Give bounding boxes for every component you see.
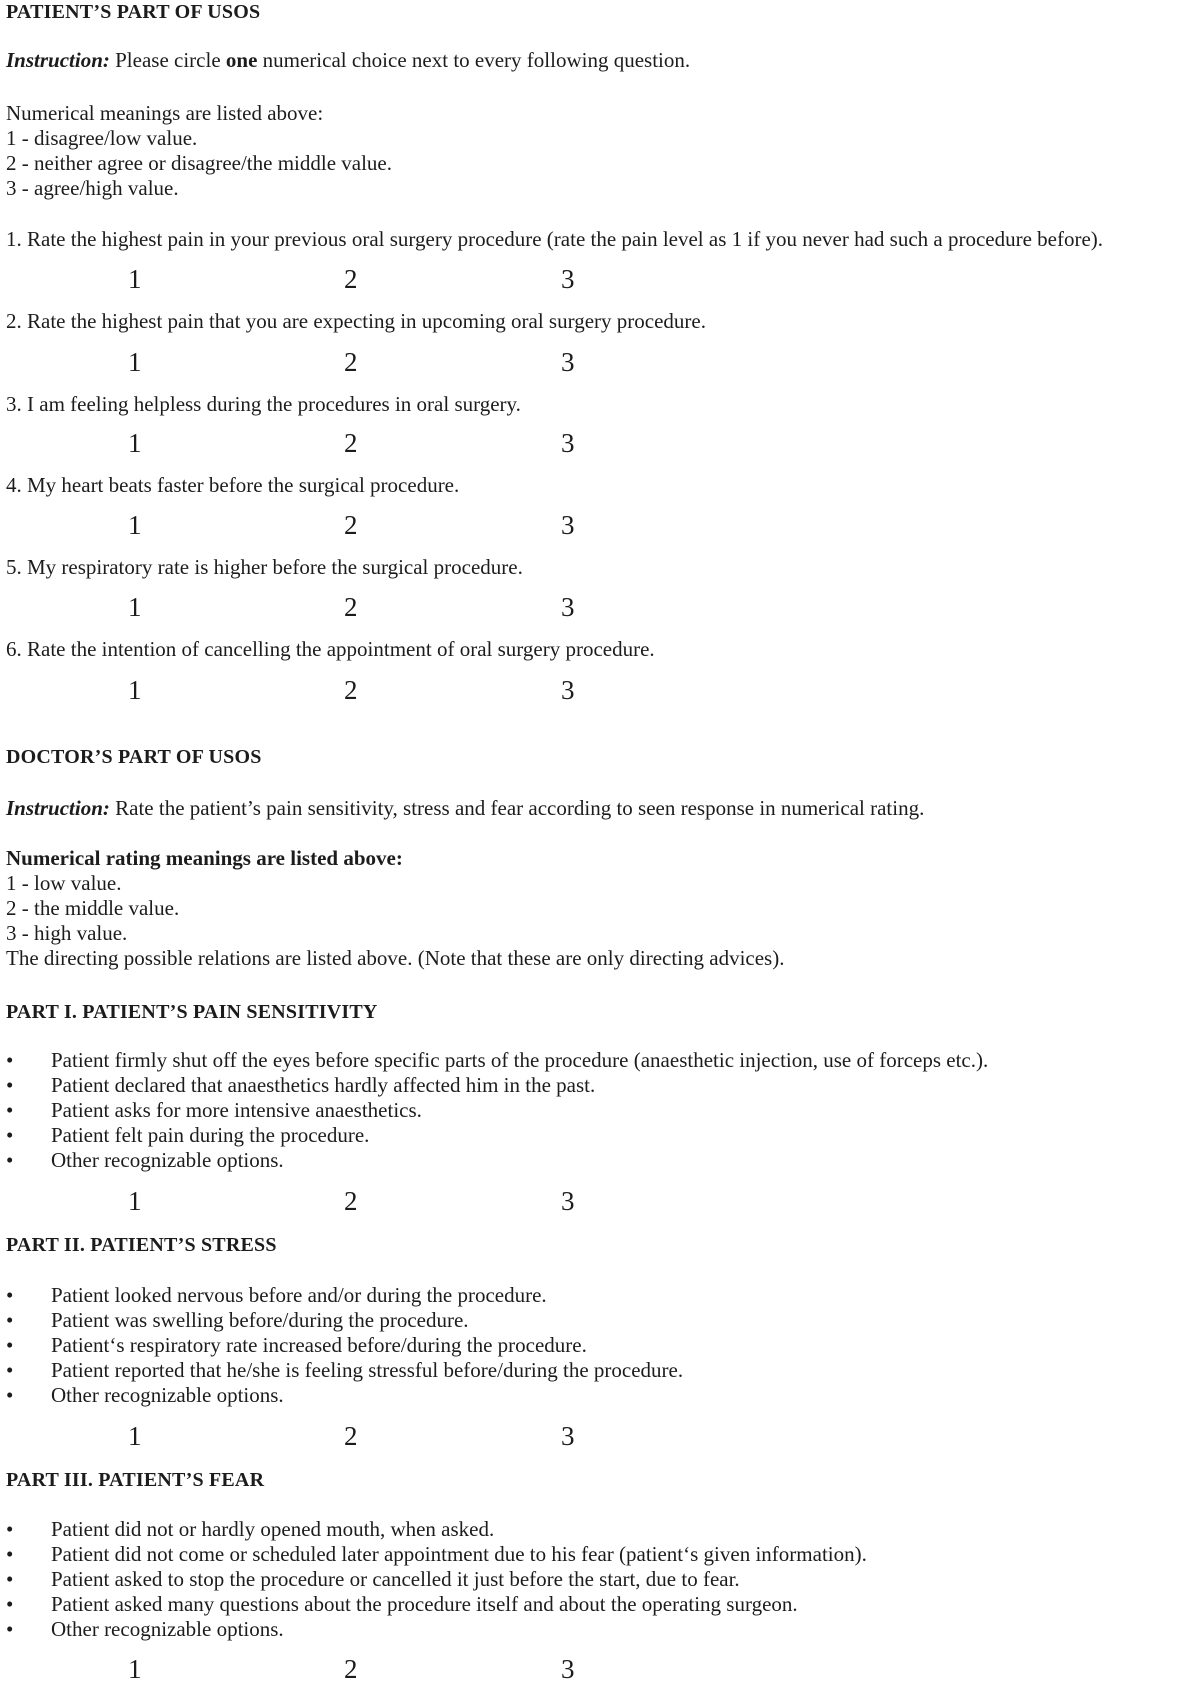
list-item-text: Patient firmly shut off the eyes before specific parts of the procedure (anaesthetic injection, use of forceps etc.).: [51, 1048, 989, 1072]
question-3-option-1[interactable]: 1: [128, 428, 142, 458]
question-3-option-2[interactable]: 2: [344, 428, 358, 458]
patient-instruction-label: Instruction:: [6, 48, 110, 72]
bullet: •: [6, 1308, 14, 1332]
list-item-text: Patient felt pain during the procedure.: [51, 1123, 370, 1147]
list-item-text: Patient asks for more intensive anaesthetics.: [51, 1098, 422, 1122]
question-4-option-3[interactable]: 3: [561, 510, 575, 540]
bullet: •: [6, 1073, 14, 1097]
doctor-meanings-heading: Numerical rating meanings are listed above:: [6, 846, 403, 870]
list-item-text: Patient looked nervous before and/or during the procedure.: [51, 1283, 547, 1307]
bullet: •: [6, 1383, 14, 1407]
question-3-scale: [6, 428, 706, 458]
part-2-scale: [6, 1421, 706, 1451]
bullet: •: [6, 1358, 14, 1382]
question-6-option-2[interactable]: 2: [344, 675, 358, 705]
part-1-option-1[interactable]: 1: [128, 1186, 142, 1216]
question-2-option-1[interactable]: 1: [128, 347, 142, 377]
bullet: •: [6, 1098, 14, 1122]
question-5: 5. My respiratory rate is higher before the surgical procedure.: [6, 555, 523, 579]
bullet: •: [6, 1592, 14, 1616]
part-3-scale: [6, 1654, 706, 1684]
list-item-text: Patient asked to stop the procedure or cancelled it just before the start, due to fear.: [51, 1567, 740, 1591]
part-1-option-2[interactable]: 2: [344, 1186, 358, 1216]
patient-meaning-1: 1 - disagree/low value.: [6, 126, 198, 150]
patient-meanings: [6, 101, 392, 201]
question-4-option-2[interactable]: 2: [344, 510, 358, 540]
list-item-text: Patient reported that he/she is feeling stressful before/during the procedure.: [51, 1358, 684, 1382]
list-item-text: Patient was swelling before/during the procedure.: [51, 1308, 469, 1332]
bullet: •: [6, 1283, 14, 1307]
question-1: 1. Rate the highest pain in your previous oral surgery procedure (rate the pain level as 1 if you never had such a procedure before).: [6, 227, 1104, 251]
question-4: 4. My heart beats faster before the surgical procedure.: [6, 473, 460, 497]
doctor-note: The directing possible relations are listed above. (Note that these are only directing advices).: [6, 946, 785, 970]
list-item-text: Patient did not come or scheduled later appointment due to his fear (patient‘s given information).: [51, 1542, 867, 1566]
part-2-option-3[interactable]: 3: [561, 1421, 575, 1451]
doctor-meaning-1: 1 - low value.: [6, 871, 122, 895]
question-5-option-1[interactable]: 1: [128, 592, 142, 622]
part-2-option-2[interactable]: 2: [344, 1421, 358, 1451]
part-3-title: PART III. PATIENT’S FEAR: [6, 1469, 265, 1491]
question-6: 6. Rate the intention of cancelling the appointment of oral surgery procedure.: [6, 637, 655, 661]
part-2-option-1[interactable]: 1: [128, 1421, 142, 1451]
question-5-scale: [6, 592, 706, 622]
question-3-option-3[interactable]: 3: [561, 428, 575, 458]
list-item-text: Other recognizable options.: [51, 1148, 284, 1172]
bullet: •: [6, 1333, 14, 1357]
list-item-text: Patient did not or hardly opened mouth, when asked.: [51, 1517, 495, 1541]
part-3-option-1[interactable]: 1: [128, 1654, 142, 1684]
list-item-text: Patient asked many questions about the procedure itself and about the operating surgeon.: [51, 1592, 798, 1616]
list-item-text: Patient declared that anaesthetics hardly affected him in the past.: [51, 1073, 596, 1097]
doctor-instruction-text: Rate the patient’s pain sensitivity, stress and fear according to seen response in numerical rating.: [109, 796, 925, 820]
bullet: •: [6, 1148, 14, 1172]
patient-instruction: [6, 48, 690, 73]
list-item-text: Patient‘s respiratory rate increased before/during the procedure.: [51, 1333, 587, 1357]
part-2-title: PART II. PATIENT’S STRESS: [6, 1234, 277, 1256]
part-3-option-2[interactable]: 2: [344, 1654, 358, 1684]
part-1-option-3[interactable]: 3: [561, 1186, 575, 1216]
question-1-scale: [6, 264, 706, 294]
patient-part-title: PATIENT’S PART OF USOS: [6, 1, 261, 23]
question-2-option-2[interactable]: 2: [344, 347, 358, 377]
patient-meaning-2: 2 - neither agree or disagree/the middle value.: [6, 151, 392, 175]
question-5-option-2[interactable]: 2: [344, 592, 358, 622]
doctor-meaning-3: 3 - high value.: [6, 921, 128, 945]
doctor-instruction-label: Instruction:: [6, 796, 110, 820]
question-1-option-3[interactable]: 3: [561, 264, 575, 294]
patient-instruction-bold: one: [225, 48, 258, 72]
bullet: •: [6, 1048, 14, 1072]
patient-meaning-3: 3 - agree/high value.: [6, 176, 179, 200]
question-2-scale: [6, 347, 706, 377]
patient-instruction-post: numerical choice next to every following question.: [257, 48, 691, 72]
part-1-title: PART I. PATIENT’S PAIN SENSITIVITY: [6, 1001, 378, 1023]
question-6-scale: [6, 675, 706, 705]
patient-meanings-heading: Numerical meanings are listed above:: [6, 101, 324, 125]
doctor-meanings: [6, 846, 784, 971]
question-1-option-2[interactable]: 2: [344, 264, 358, 294]
bullet: •: [6, 1567, 14, 1591]
question-2-option-3[interactable]: 3: [561, 347, 575, 377]
list-item-text: Other recognizable options.: [51, 1617, 284, 1641]
question-6-option-3[interactable]: 3: [561, 675, 575, 705]
patient-instruction-pre: Please circle: [109, 48, 226, 72]
bullet: •: [6, 1517, 14, 1541]
bullet: •: [6, 1123, 14, 1147]
part-3-option-3[interactable]: 3: [561, 1654, 575, 1684]
question-2: 2. Rate the highest pain that you are expecting in upcoming oral surgery procedure.: [6, 309, 706, 333]
question-5-option-3[interactable]: 3: [561, 592, 575, 622]
doctor-part-title: DOCTOR’S PART OF USOS: [6, 746, 262, 768]
doctor-instruction: [6, 796, 924, 821]
question-4-scale: [6, 510, 706, 540]
question-6-option-1[interactable]: 1: [128, 675, 142, 705]
list-item-text: Other recognizable options.: [51, 1383, 284, 1407]
bullet: •: [6, 1617, 14, 1641]
bullet: •: [6, 1542, 14, 1566]
question-1-option-1[interactable]: 1: [128, 264, 142, 294]
doctor-meaning-2: 2 - the middle value.: [6, 896, 180, 920]
question-3: 3. I am feeling helpless during the procedures in oral surgery.: [6, 392, 521, 416]
part-1-scale: [6, 1186, 706, 1216]
question-4-option-1[interactable]: 1: [128, 510, 142, 540]
